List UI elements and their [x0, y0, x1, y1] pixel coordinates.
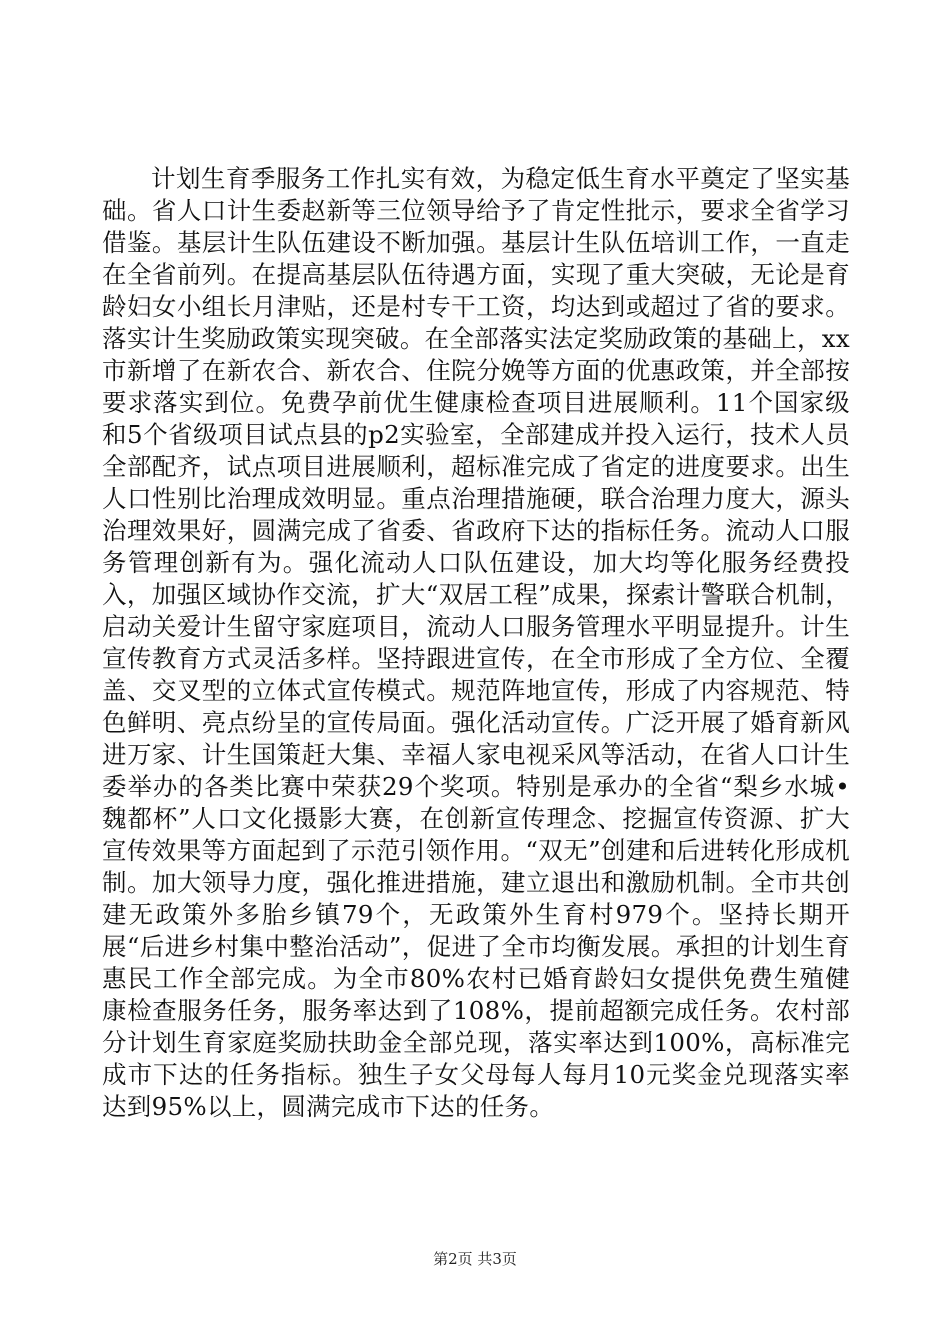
- page-footer: 第2页 共3页: [433, 1250, 517, 1268]
- body-paragraph: 计划生育季服务工作扎实有效，为稳定低生育水平奠定了坚实基础。省人口计生委赵新等三位领导给予了肯定性批示，要求全省学习借鉴。基层计生队伍建设不断加强。基层计生队伍培训工作，一直走在全省前列。在提高基层队伍待遇方面，实现了重大突破，无论是育龄妇女小组长月津贴，还是村专干工资，均达到或超过了省的要求。落实计生奖励政策实现突破。在全部落实法定奖励政策的基础上，xx市新增了在新农合、新农合、住院分娩等方面的优惠政策，并全部按要求落实到位。免费孕前优生健康检查项目进展顺利。11个国家级和5个省级项目试点县的p2实验室，全部建成并投入运行，技术人员全部配齐，试点项目进展顺利，超标准完成了省定的进度要求。出生人口性别比治理成效明显。重点治理措施硬，联合治理力度大，源头治理效果好，圆满完成了省委、省政府下达的指标任务。流动人口服务管理创新有为。强化流动人口队伍建设，加大均等化服务经费投入，加强区域协作交流，扩大“双居工程”成果，探索计警联合机制，启动关爱计生留守家庭项目，流动人口服务管理水平明显提升。计生宣传教育方式灵活多样。坚持跟进宣传，在全市形成了全方位、全覆盖、交叉型的立体式宣传模式。规范阵地宣传，形成了内容规范、特色鲜明、亮点纷呈的宣传局面。强化活动宣传。广泛开展了婚育新风进万家、计生国策赶大集、幸福人家电视采风等活动，在省人口计生委举办的各类比赛中荣获29个奖项。特别是承办的全省“梨乡水城•魏都杯”人口文化摄影大赛，在创新宣传理念、挖掘宣传资源、扩大宣传效果等方面起到了示范引领作用。“双无”创建和后进转化形成机制。加大领导力度，强化推进措施，建立退出和激励机制。全市共创建无政策外多胎乡镇79个，无政策外生育村979个。坚持长期开展“后进乡村集中整治活动”，促进了全市均衡发展。承担的计划生育惠民工作全部完成。为全市80%农村已婚育龄妇女提供免费生殖健康检查服务任务，服务率达到了108%，提前超额完成任务。农村部分计划生育家庭奖励扶助金全部兑现，落实率达到100%，高标准完成市下达的任务指标。独生子女父母每人每月10元奖金兑现落实率达到95%以上，圆满完成市下达的任务。: [102, 164, 850, 1121]
